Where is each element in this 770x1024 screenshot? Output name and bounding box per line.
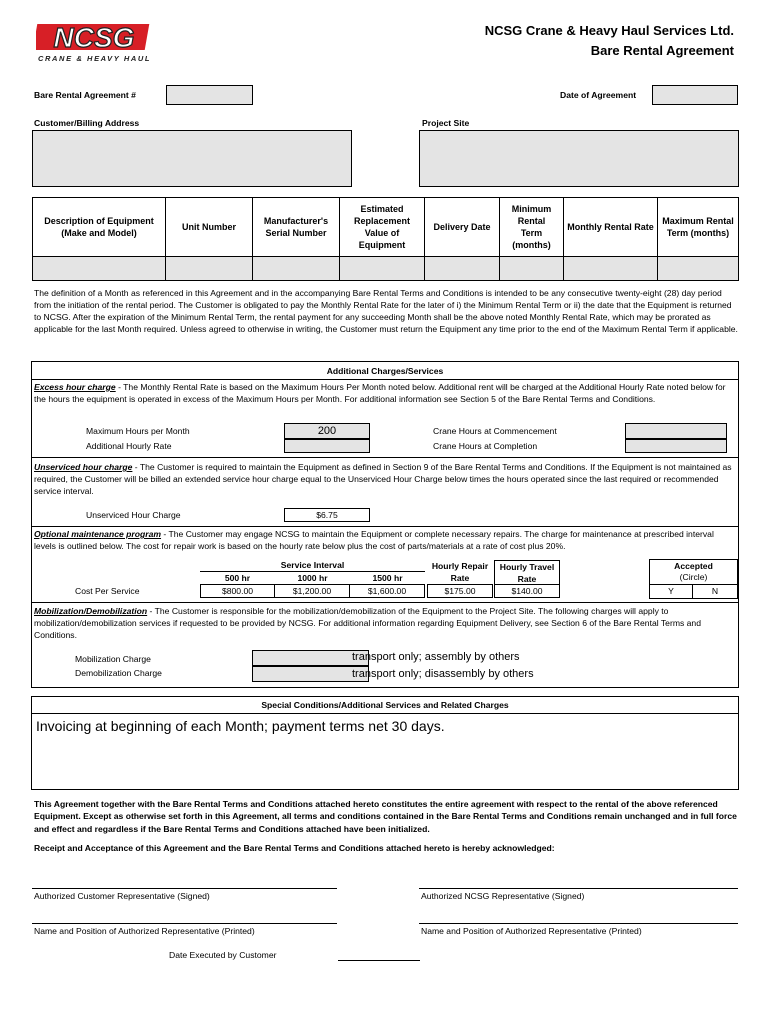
hourly-repair-label: Hourly Repair Rate (431, 561, 489, 583)
customer-signature-line[interactable] (32, 888, 337, 889)
crane-hours-commence-field[interactable] (625, 423, 727, 439)
col-minimum-term: Minimum Rental Term (months) (500, 198, 564, 256)
date-of-agreement-label: Date of Agreement (560, 90, 637, 100)
company-logo (36, 20, 154, 64)
accepted-label: Accepted (674, 561, 713, 571)
interval-500-value[interactable]: $800.00 (200, 584, 275, 598)
service-interval-header: Service Interval (200, 560, 425, 572)
excess-hour-text (34, 381, 734, 405)
customer-signed-label: Authorized Customer Representative (Signed) (34, 891, 210, 901)
interval-1500-label: 1500 hr (372, 573, 403, 583)
unserviced-charge-label: Unserviced Hour Charge (86, 510, 181, 520)
unserviced-hour-body: - The Customer is required to maintain the Equipment as defined in Section 9 of the Bare Rental Terms and Conditions. If the Equipment is not maintained as required, the Customer will be billed an extended service hour charge equal to the Unserviced Hour Charge below times the hours operated since the last required or recommended service interval. (34, 462, 732, 496)
customer-printed-label: Name and Position of Authorized Representative (Printed) (34, 926, 255, 936)
ncsg-signature-line[interactable] (419, 888, 738, 889)
cost-per-service-label: Cost Per Service (75, 586, 140, 596)
logo-subtitle: CRANE & HEAVY HAUL (38, 54, 152, 63)
mobilization-heading: Mobilization/Demobilization (34, 606, 148, 616)
special-conditions-text[interactable]: Invoicing at beginning of each Month; payment terms net 30 days. (36, 718, 445, 734)
equipment-table (32, 197, 739, 281)
col-description: Description of Equipment (Make and Model) (33, 198, 166, 256)
unserviced-charge-field[interactable]: $6.75 (284, 508, 370, 522)
customer-billing-label: Customer/Billing Address (34, 118, 140, 128)
additional-charges-section (31, 361, 739, 688)
equipment-row (33, 256, 738, 280)
additional-hourly-field[interactable] (284, 439, 370, 453)
crane-hours-commence-label: Crane Hours at Commencement (433, 426, 557, 436)
crane-hours-completion-label: Crane Hours at Completion (433, 441, 538, 451)
interval-500-label: 500 hr (224, 573, 251, 583)
customer-printed-line[interactable] (32, 923, 337, 924)
demobilization-charge-label: Demobilization Charge (75, 668, 162, 678)
interval-1500-value[interactable]: $1,600.00 (349, 584, 425, 598)
special-conditions-section (31, 696, 739, 790)
ncsg-signed-label: Authorized NCSG Representative (Signed) (421, 891, 585, 901)
month-definition-text: The definition of a Month as referenced in this Agreement and in the accompanying Bare Rental Terms and Conditions is intended to be any consecutive twenty-eight (28) day period from the initiation of the rental period. The Customer is obligated to pay the Monthly Rental Rate for the later of i) the Minimum Rental Term or ii) the date that the Equipment is returned to NCSG. After the expiration of the Minimum Rental Term, the rental payment for any succeeding Month shall be the above noted Monthly Rental Rate, which may be prorated as applicable for the last Month required. Unless agreed to otherwise in writing, the Customer must return the Equipment any time prior to the end of the Maximum Rental Term if applicable. (34, 288, 738, 334)
project-site-label: Project Site (422, 118, 470, 128)
document-title: Bare Rental Agreement (590, 43, 734, 58)
accepted-box (649, 559, 738, 599)
mobilization-text (34, 605, 736, 641)
excess-hour-body: - The Monthly Rental Rate is based on the Maximum Hours Per Month noted below. Additional rent will be charged at the Additional Hourly Rate noted below for the hours the equipment is operated in excess of the Maximum Hours per Month. For additional information see Section 5 of the Bare Rental Terms and Conditions. (34, 382, 726, 404)
cell-description[interactable] (33, 257, 166, 280)
date-executed-label: Date Executed by Customer (169, 950, 277, 960)
col-unit-number: Unit Number (166, 198, 253, 256)
maintenance-heading: Optional maintenance program (34, 529, 162, 539)
cell-unit-number[interactable] (166, 257, 253, 280)
unserviced-hour-text (34, 461, 736, 497)
agreement-number-label: Bare Rental Agreement # (34, 90, 136, 100)
hourly-travel-label: Hourly Travel Rate (494, 560, 560, 584)
date-of-agreement-field[interactable] (652, 85, 738, 105)
max-hours-label: Maximum Hours per Month (86, 426, 190, 436)
crane-hours-completion-field[interactable] (625, 439, 727, 453)
hourly-travel-value[interactable]: $140.00 (494, 584, 560, 598)
agreement-number-field[interactable] (166, 85, 253, 105)
col-delivery-date: Delivery Date (425, 198, 500, 256)
excess-hour-heading: Excess hour charge (34, 382, 116, 392)
hourly-repair-value[interactable]: $175.00 (427, 584, 493, 598)
maintenance-text (34, 528, 736, 552)
unserviced-hour-heading: Unserviced hour charge (34, 462, 133, 472)
company-name: NCSG Crane & Heavy Haul Services Ltd. (484, 23, 734, 38)
accepted-no[interactable]: N (693, 584, 737, 598)
special-conditions-title: Special Conditions/Additional Services and Related Charges (32, 697, 738, 714)
cell-minimum-term[interactable] (500, 257, 564, 280)
mobilization-note: transport only; assembly by others (352, 651, 520, 663)
cell-monthly-rate[interactable] (564, 257, 658, 280)
maintenance-body: - The Customer may engage NCSG to maintain the Equipment or complete necessary repairs. The charge for maintenance at prescribed interval levels is outlined below. The cost for repair work is based on the hourly rate below plus the cost of parts/materials at a rate of cost plus 20%. (34, 529, 714, 551)
max-hours-field[interactable]: 200 (284, 423, 370, 439)
cell-delivery-date[interactable] (425, 257, 500, 280)
col-replacement-value: Estimated Replacement Value of Equipment (340, 198, 425, 256)
demobilization-note: transport only; disassembly by others (352, 668, 534, 680)
accepted-circle-hint: (Circle) (679, 572, 708, 582)
date-executed-line[interactable] (338, 960, 420, 961)
mobilization-charge-label: Mobilization Charge (75, 654, 151, 664)
col-serial-number: Manufacturer's Serial Number (253, 198, 340, 256)
cell-serial-number[interactable] (253, 257, 340, 280)
interval-1000-value[interactable]: $1,200.00 (274, 584, 350, 598)
interval-1000-label: 1000 hr (297, 573, 328, 583)
col-monthly-rate: Monthly Rental Rate (564, 198, 658, 256)
col-maximum-term: Maximum Rental Term (months) (662, 216, 734, 238)
ncsg-printed-line[interactable] (419, 923, 738, 924)
customer-billing-field[interactable] (32, 130, 352, 187)
additional-charges-title: Additional Charges/Services (32, 362, 738, 380)
mobilization-body: - The Customer is responsible for the mobilization/demobilization of the Equipment to the Project Site. The following charges will apply to mobilization/demobilization services if requested to be provided by NCSG. For additional information regarding Equipment Delivery, see Section 6 of the Bare Rental Terms and Conditions. (34, 606, 701, 640)
cell-replacement-value[interactable] (340, 257, 425, 280)
accepted-yes[interactable]: Y (650, 584, 693, 598)
receipt-acknowledgment: Receipt and Acceptance of this Agreement and the Bare Rental Terms and Conditions attached hereto is hereby acknowledged: (34, 843, 555, 853)
additional-hourly-label: Additional Hourly Rate (86, 441, 172, 451)
ncsg-printed-label: Name and Position of Authorized Representative (Printed) (421, 926, 642, 936)
logo-text: NCSG (53, 22, 135, 53)
entire-agreement-text: This Agreement together with the Bare Rental Terms and Conditions attached hereto constitutes the entire agreement with respect to the rental of the above referenced Equipment. Except as otherwise set forth in this Agreement, all terms and conditions contained in the Bare Rental Terms and Conditions remain unchanged and in full force and effect and regardless if the Bare Rental Terms and Conditions attached have been initialized. (34, 799, 737, 834)
cell-maximum-term[interactable] (658, 257, 738, 280)
project-site-field[interactable] (419, 130, 739, 187)
